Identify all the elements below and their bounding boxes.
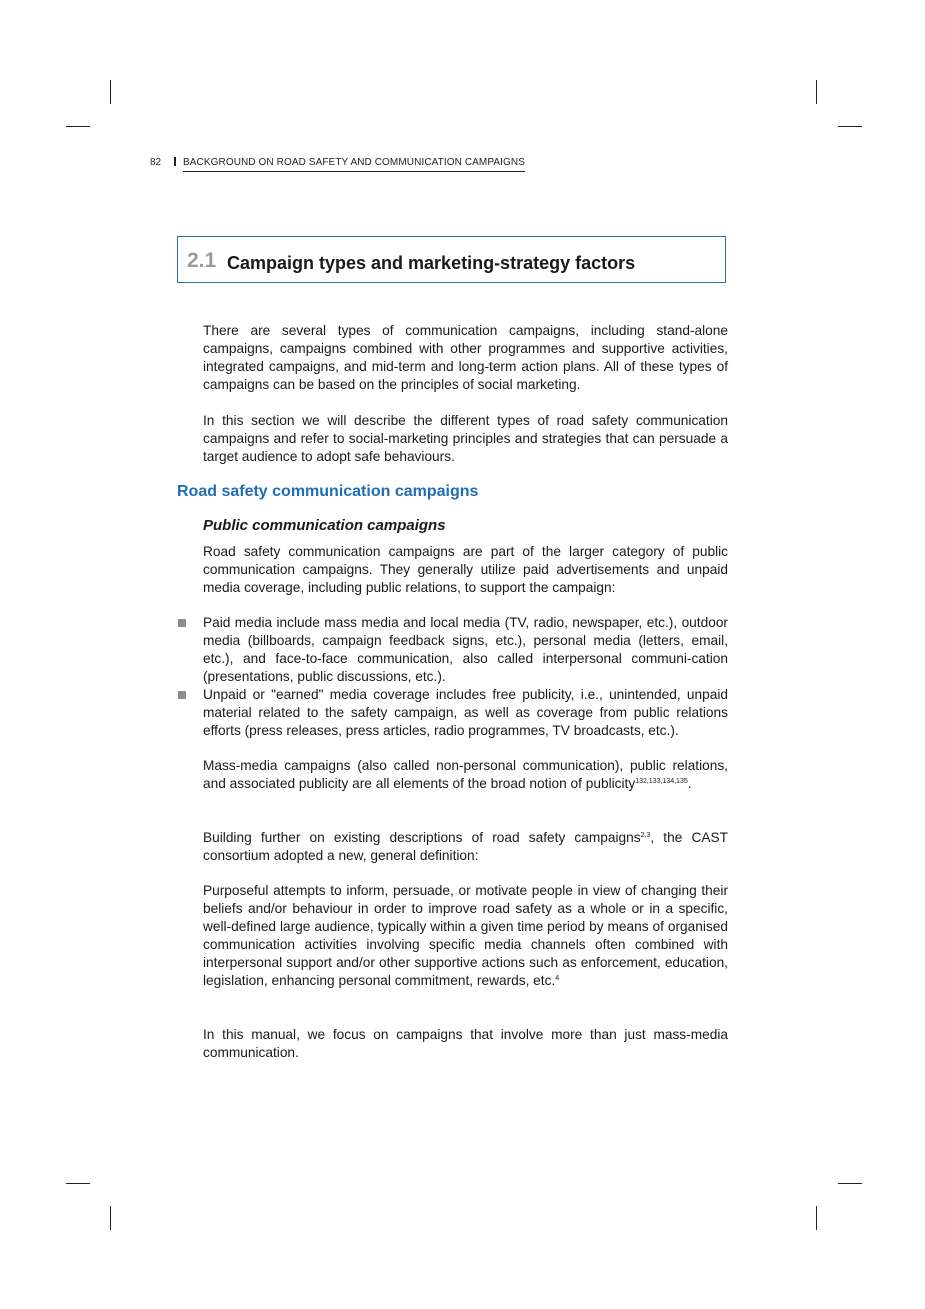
- definition-paragraph: [203, 882, 728, 990]
- separator-bar: [174, 157, 176, 166]
- intro-paragraph-1: There are several types of communication campaigns, including stand-alone campaigns, campaigns combined with other programmes and supportive activities, integrated campaigns, and mid-term and long-term action plans. All of these types of campaigns can be based on the principles of social marketing.: [203, 323, 728, 392]
- crop-mark: [110, 1206, 111, 1230]
- section-number: 2.1: [187, 249, 217, 272]
- crop-mark: [66, 126, 90, 127]
- body-paragraph-4: In this manual, we focus on campaigns that involve more than just mass-media communication.: [203, 1027, 728, 1060]
- crop-mark: [816, 1206, 817, 1230]
- section-heading-box: [177, 236, 726, 283]
- punctuation: .: [687, 776, 692, 791]
- crop-mark: [110, 80, 111, 104]
- body-paragraph-2-text: Mass-media campaigns (also called non-personal communication), public relations, and associated publicity are all elements of the broad notion of publicity: [203, 758, 728, 791]
- citation-ref: 132,133,134,135: [635, 778, 688, 785]
- section-title: Campaign types and marketing-strategy factors: [227, 253, 636, 273]
- citation-ref: 4: [555, 975, 560, 982]
- crop-mark: [66, 1183, 90, 1184]
- bullet-marker: [178, 691, 186, 699]
- definition-text: Purposeful attempts to inform, persuade, or motivate people in view of changing their beliefs and/or behaviour in order to improve road safety as a whole or in a specific, well-defined large audience, typically within a given time period by means of organised communication activities involving specific media channels often combined with interpersonal support and/or other supportive actions such as enforcement, education, legislation, enhancing personal commitment, rewards, etc.: [203, 883, 728, 988]
- intro-paragraph-2: In this section we will describe the different types of road safety communication campaigns and refer to social-marketing principles and strategies that can persuade a target audience to adopt safe behaviours.: [203, 413, 728, 464]
- bullet-item-earned-media: Unpaid or "earned" media coverage includes free publicity, i.e., unintended, unpaid material related to the safety campaign, as well as coverage from public relations efforts (press releases, press articles, radio programmes, TV broadcasts, etc.).: [203, 687, 728, 738]
- crop-mark: [816, 80, 817, 104]
- crop-mark: [838, 1183, 862, 1184]
- citation-ref: 2,3: [640, 832, 651, 839]
- body-paragraph-3: [203, 829, 728, 865]
- body-paragraph-3-text: Building further on existing descriptions of road safety campaigns: [203, 830, 641, 845]
- subsection-heading: Road safety communication campaigns: [177, 483, 479, 500]
- body-paragraph-1: Road safety communication campaigns are part of the larger category of public communication campaigns. They generally utilize paid advertisements and unpaid media coverage, including public relations, to support the campaign:: [203, 544, 728, 595]
- body-paragraph-2: [203, 757, 728, 793]
- crop-mark: [838, 126, 862, 127]
- running-head: [150, 157, 525, 172]
- running-title: BACKGROUND ON ROAD SAFETY AND COMMUNICATION CAMPAIGNS: [183, 157, 525, 172]
- body-paragraph-3-end: , the CAST consortium adopted a new, general definition:: [203, 830, 728, 863]
- page-number: 82: [150, 157, 162, 168]
- bullet-item-paid-media: Paid media include mass media and local media (TV, radio, newspaper, etc.), outdoor media (billboards, campaign feedback signs, etc.), personal media (letters, email, etc.), and face-to-face communication, also called interpersonal communi-cation (presentations, public discussions, etc.).: [203, 615, 728, 684]
- bullet-marker: [178, 619, 186, 627]
- subsubsection-heading: Public communication campaigns: [203, 517, 446, 534]
